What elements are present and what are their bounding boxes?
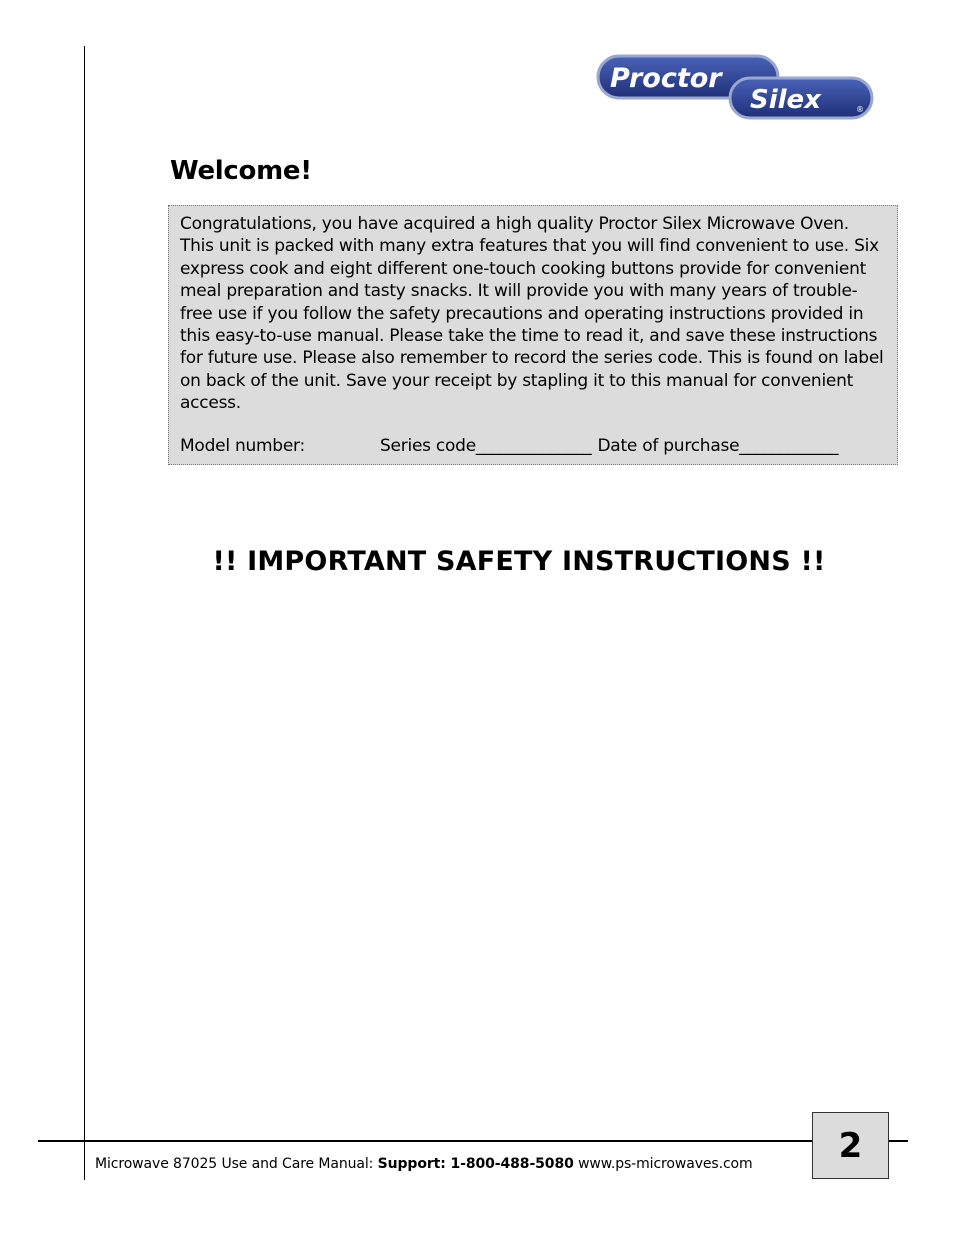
footer-website-link[interactable]: www.ps-microwaves.com [573, 1156, 753, 1172]
product-info-fields [180, 435, 886, 457]
logo-registered-mark: ® [856, 105, 864, 114]
model-number-label: Model number: [180, 435, 305, 456]
page-number: 2 [838, 1125, 863, 1166]
welcome-box [168, 205, 898, 465]
footer-rule [38, 1140, 908, 1142]
footer-support-phone: Support: 1-800-488-5080 [377, 1156, 574, 1172]
footer-text [95, 1156, 753, 1172]
safety-instructions-heading: !! IMPORTANT SAFETY INSTRUCTIONS !! [212, 546, 826, 577]
footer-manual-title: Microwave 87025 Use and Care Manual: [95, 1156, 378, 1172]
date-of-purchase-label: Date of purchase____________ [597, 435, 839, 456]
welcome-heading: Welcome! [170, 156, 312, 186]
logo-text-proctor: Proctor [610, 63, 722, 94]
logo-text-silex: Silex [750, 85, 821, 115]
proctor-silex-logo [590, 50, 880, 124]
page-number-box [812, 1112, 889, 1179]
welcome-body-text: Congratulations, you have acquired a high quality Proctor Silex Microwave Oven. This unit is packed with many extra features that you will find convenient to use. Six express cook and eight different one-touch cooking buttons provide for convenient meal preparation and tasty snacks. It will provide you with many years of trouble-free use if you follow the safety precautions and operating instructions provided in this easy-to-use manual. Please take the time to read it, and save these instructions for future use. Please also remember to record the series code. This is found on label on back of the unit. Save your receipt by stapling it to this manual for convenient access. [180, 214, 884, 414]
series-code-label: Series code______________ [380, 435, 592, 456]
left-margin-rule [84, 46, 85, 1180]
